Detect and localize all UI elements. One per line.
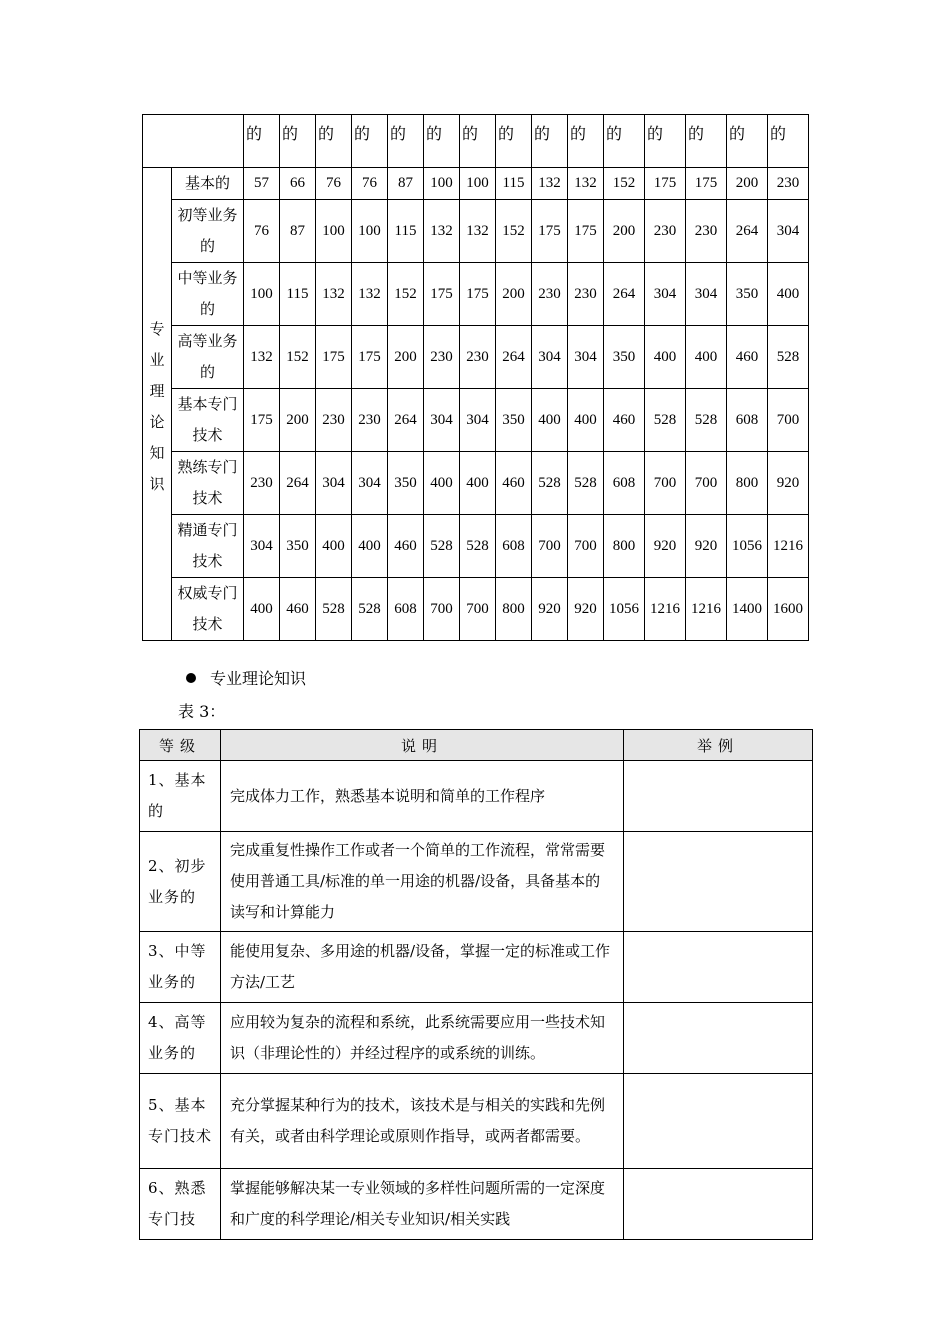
matrix-cell: 700 [568, 515, 604, 578]
matrix-cell: 230 [686, 200, 727, 263]
matrix-cell: 700 [686, 452, 727, 515]
matrix-cell: 350 [496, 389, 532, 452]
table-caption: 表 3： [178, 702, 226, 721]
matrix-row-label: 基本专门技术 [172, 389, 244, 452]
matrix-cell: 350 [604, 326, 645, 389]
matrix-cell: 304 [316, 452, 352, 515]
matrix-header-cell: 的 [424, 115, 460, 168]
matrix-cell: 175 [645, 168, 686, 200]
matrix-header-cell: 的 [244, 115, 280, 168]
matrix-cell: 700 [645, 452, 686, 515]
matrix-row-label: 中等业务的 [172, 263, 244, 326]
description-cell: 应用较为复杂的流程和系统，此系统需要应用一些技术知识（非理论性的）并经过程序的或系统的训练。 [221, 1003, 624, 1074]
header-level: 等级 [140, 730, 221, 761]
example-cell [624, 1074, 813, 1169]
matrix-row [143, 389, 809, 452]
matrix-cell: 200 [388, 326, 424, 389]
matrix-cell: 230 [568, 263, 604, 326]
matrix-cell: 132 [352, 263, 388, 326]
matrix-cell: 304 [568, 326, 604, 389]
group-label-char: 识 [149, 475, 165, 493]
matrix-cell: 76 [352, 168, 388, 200]
matrix-cell: 608 [727, 389, 768, 452]
matrix-cell: 400 [244, 578, 280, 641]
matrix-cell: 920 [645, 515, 686, 578]
matrix-cell: 528 [424, 515, 460, 578]
matrix-cell: 608 [388, 578, 424, 641]
matrix-header-cell: 的 [645, 115, 686, 168]
matrix-cell: 230 [532, 263, 568, 326]
matrix-cell: 76 [316, 168, 352, 200]
matrix-cell: 920 [768, 452, 809, 515]
matrix-cell: 304 [424, 389, 460, 452]
matrix-cell: 100 [352, 200, 388, 263]
matrix-cell: 350 [280, 515, 316, 578]
description-cell: 完成体力工作，熟悉基本说明和简单的工作程序 [221, 761, 624, 832]
matrix-cell: 1216 [686, 578, 727, 641]
level-cell: 4、高等业务的 [140, 1003, 221, 1074]
matrix-cell: 230 [460, 326, 496, 389]
example-cell [624, 832, 813, 932]
matrix-row-label: 基本的 [172, 168, 244, 200]
matrix-cell: 1056 [727, 515, 768, 578]
matrix-cell: 304 [532, 326, 568, 389]
matrix-cell: 920 [686, 515, 727, 578]
matrix-cell: 528 [686, 389, 727, 452]
matrix-row [143, 326, 809, 389]
matrix-cell: 920 [568, 578, 604, 641]
level-cell: 6、熟悉专门技 [140, 1169, 221, 1240]
matrix-cell: 350 [727, 263, 768, 326]
description-cell: 能使用复杂、多用途的机器/设备，掌握一定的标准或工作方法/工艺 [221, 932, 624, 1003]
matrix-cell: 175 [686, 168, 727, 200]
matrix-cell: 800 [604, 515, 645, 578]
matrix-cell: 132 [244, 326, 280, 389]
matrix-cell: 175 [352, 326, 388, 389]
knowledge-points-matrix [142, 114, 809, 641]
table3-row [140, 761, 813, 832]
knowledge-level-description-table [139, 729, 813, 1240]
example-cell [624, 761, 813, 832]
level-cell: 5、基本专门技术 [140, 1074, 221, 1169]
matrix-cell: 230 [352, 389, 388, 452]
matrix-cell: 528 [316, 578, 352, 641]
matrix-header-cell: 的 [352, 115, 388, 168]
matrix-cell: 152 [604, 168, 645, 200]
matrix-cell: 400 [768, 263, 809, 326]
matrix-cell: 460 [604, 389, 645, 452]
matrix-cell: 700 [532, 515, 568, 578]
matrix-cell: 608 [604, 452, 645, 515]
matrix-cell: 175 [244, 389, 280, 452]
matrix-header-cell: 的 [604, 115, 645, 168]
matrix-cell: 132 [532, 168, 568, 200]
matrix-cell: 800 [496, 578, 532, 641]
matrix-cell: 304 [244, 515, 280, 578]
matrix-cell: 132 [460, 200, 496, 263]
description-cell: 掌握能够解决某一专业领域的多样性问题所需的一定深度和广度的科学理论/相关专业知识/相关实践 [221, 1169, 624, 1240]
table3-row [140, 1169, 813, 1240]
matrix-header-row [143, 115, 809, 168]
matrix-cell: 200 [604, 200, 645, 263]
matrix-cell: 264 [727, 200, 768, 263]
matrix-cell: 608 [496, 515, 532, 578]
matrix-cell: 200 [727, 168, 768, 200]
matrix-row-label: 初等业务的 [172, 200, 244, 263]
matrix-row-label: 熟练专门技术 [172, 452, 244, 515]
matrix-header-cell: 的 [280, 115, 316, 168]
level-cell: 3、中等业务的 [140, 932, 221, 1003]
matrix-header-cell: 的 [768, 115, 809, 168]
matrix-cell: 57 [244, 168, 280, 200]
matrix-cell: 152 [280, 326, 316, 389]
matrix-cell: 152 [388, 263, 424, 326]
matrix-header-cell: 的 [496, 115, 532, 168]
matrix-cell: 400 [532, 389, 568, 452]
matrix-row [143, 515, 809, 578]
description-cell: 完成重复性操作工作或者一个简单的工作流程，常常需要使用普通工具/标准的单一用途的机器/设备，具备基本的读写和计算能力 [221, 832, 624, 932]
matrix-cell: 175 [316, 326, 352, 389]
matrix-cell: 400 [568, 389, 604, 452]
section-heading-text: 专业理论知识 [210, 669, 307, 688]
matrix-row-label: 高等业务的 [172, 326, 244, 389]
matrix-header-cell: 的 [686, 115, 727, 168]
matrix-cell: 100 [316, 200, 352, 263]
matrix-cell: 1056 [604, 578, 645, 641]
matrix-cell: 400 [352, 515, 388, 578]
matrix-row-label: 精通专门技术 [172, 515, 244, 578]
matrix-header-cell: 的 [460, 115, 496, 168]
matrix-row [143, 263, 809, 326]
matrix-cell: 528 [768, 326, 809, 389]
level-cell: 1、基本的 [140, 761, 221, 832]
section-heading [186, 668, 306, 690]
matrix-cell: 87 [280, 200, 316, 263]
group-label-char: 论 [149, 413, 165, 431]
matrix-cell: 1216 [645, 578, 686, 641]
table3-row [140, 832, 813, 932]
matrix-cell: 400 [316, 515, 352, 578]
matrix-cell: 304 [460, 389, 496, 452]
matrix-row [143, 452, 809, 515]
matrix-cell: 152 [496, 200, 532, 263]
matrix-cell: 1400 [727, 578, 768, 641]
matrix-cell: 87 [388, 168, 424, 200]
matrix-cell: 528 [352, 578, 388, 641]
matrix-cell: 115 [496, 168, 532, 200]
matrix-cell: 304 [352, 452, 388, 515]
matrix-cell: 350 [388, 452, 424, 515]
matrix-cell: 76 [244, 200, 280, 263]
example-cell [624, 932, 813, 1003]
matrix-cell: 800 [727, 452, 768, 515]
matrix-cell: 700 [460, 578, 496, 641]
table3-row [140, 1074, 813, 1169]
matrix-cell: 100 [460, 168, 496, 200]
matrix-cell: 700 [768, 389, 809, 452]
matrix-cell: 460 [388, 515, 424, 578]
matrix-cell: 460 [727, 326, 768, 389]
matrix-row [143, 200, 809, 263]
matrix-cell: 115 [280, 263, 316, 326]
matrix-cell: 132 [424, 200, 460, 263]
matrix-cell: 528 [568, 452, 604, 515]
matrix-cell: 400 [686, 326, 727, 389]
matrix-cell: 528 [645, 389, 686, 452]
matrix-header-cell: 的 [727, 115, 768, 168]
matrix-cell: 175 [424, 263, 460, 326]
table3-header-row [140, 730, 813, 761]
matrix-header-cell: 的 [388, 115, 424, 168]
matrix-cell: 264 [604, 263, 645, 326]
example-cell [624, 1169, 813, 1240]
matrix-cell: 920 [532, 578, 568, 641]
matrix-cell: 66 [280, 168, 316, 200]
matrix-cell: 304 [645, 263, 686, 326]
matrix-cell: 400 [460, 452, 496, 515]
matrix-row-label: 权威专门技术 [172, 578, 244, 641]
matrix-cell: 230 [645, 200, 686, 263]
matrix-cell: 700 [424, 578, 460, 641]
matrix-cell: 230 [316, 389, 352, 452]
group-label-char: 知 [149, 444, 165, 462]
group-label-char: 专 [149, 320, 165, 338]
example-cell [624, 1003, 813, 1074]
level-cell: 2、初步业务的 [140, 832, 221, 932]
bullet-icon [186, 673, 196, 683]
matrix-group-label [143, 168, 172, 641]
matrix-cell: 400 [424, 452, 460, 515]
matrix-header-cell: 的 [568, 115, 604, 168]
matrix-cell: 400 [645, 326, 686, 389]
matrix-cell: 175 [532, 200, 568, 263]
matrix-cell: 264 [280, 452, 316, 515]
matrix-cell: 460 [280, 578, 316, 641]
matrix-cell: 200 [280, 389, 316, 452]
matrix-corner-cell [143, 115, 244, 168]
group-label-char: 理 [149, 382, 165, 400]
matrix-cell: 528 [532, 452, 568, 515]
group-label-char: 业 [149, 351, 165, 369]
matrix-cell: 230 [424, 326, 460, 389]
matrix-cell: 264 [496, 326, 532, 389]
matrix-row [143, 168, 809, 200]
matrix-cell: 1600 [768, 578, 809, 641]
matrix-cell: 304 [768, 200, 809, 263]
matrix-cell: 100 [244, 263, 280, 326]
matrix-cell: 132 [568, 168, 604, 200]
matrix-cell: 304 [686, 263, 727, 326]
matrix-header-cell: 的 [532, 115, 568, 168]
matrix-cell: 460 [496, 452, 532, 515]
matrix-cell: 264 [388, 389, 424, 452]
matrix-cell: 100 [424, 168, 460, 200]
header-desc: 说明 [221, 730, 624, 761]
matrix-cell: 132 [316, 263, 352, 326]
matrix-cell: 175 [460, 263, 496, 326]
matrix-cell: 230 [244, 452, 280, 515]
header-example: 举例 [624, 730, 813, 761]
matrix-cell: 115 [388, 200, 424, 263]
matrix-header-cell: 的 [316, 115, 352, 168]
matrix-cell: 175 [568, 200, 604, 263]
table3-row [140, 1003, 813, 1074]
description-cell: 充分掌握某种行为的技术，该技术是与相关的实践和先例有关，或者由科学理论或原则作指导，或两者都需要。 [221, 1074, 624, 1169]
matrix-cell: 528 [460, 515, 496, 578]
table3-row [140, 932, 813, 1003]
matrix-cell: 200 [496, 263, 532, 326]
matrix-cell: 230 [768, 168, 809, 200]
matrix-cell: 1216 [768, 515, 809, 578]
matrix-row [143, 578, 809, 641]
